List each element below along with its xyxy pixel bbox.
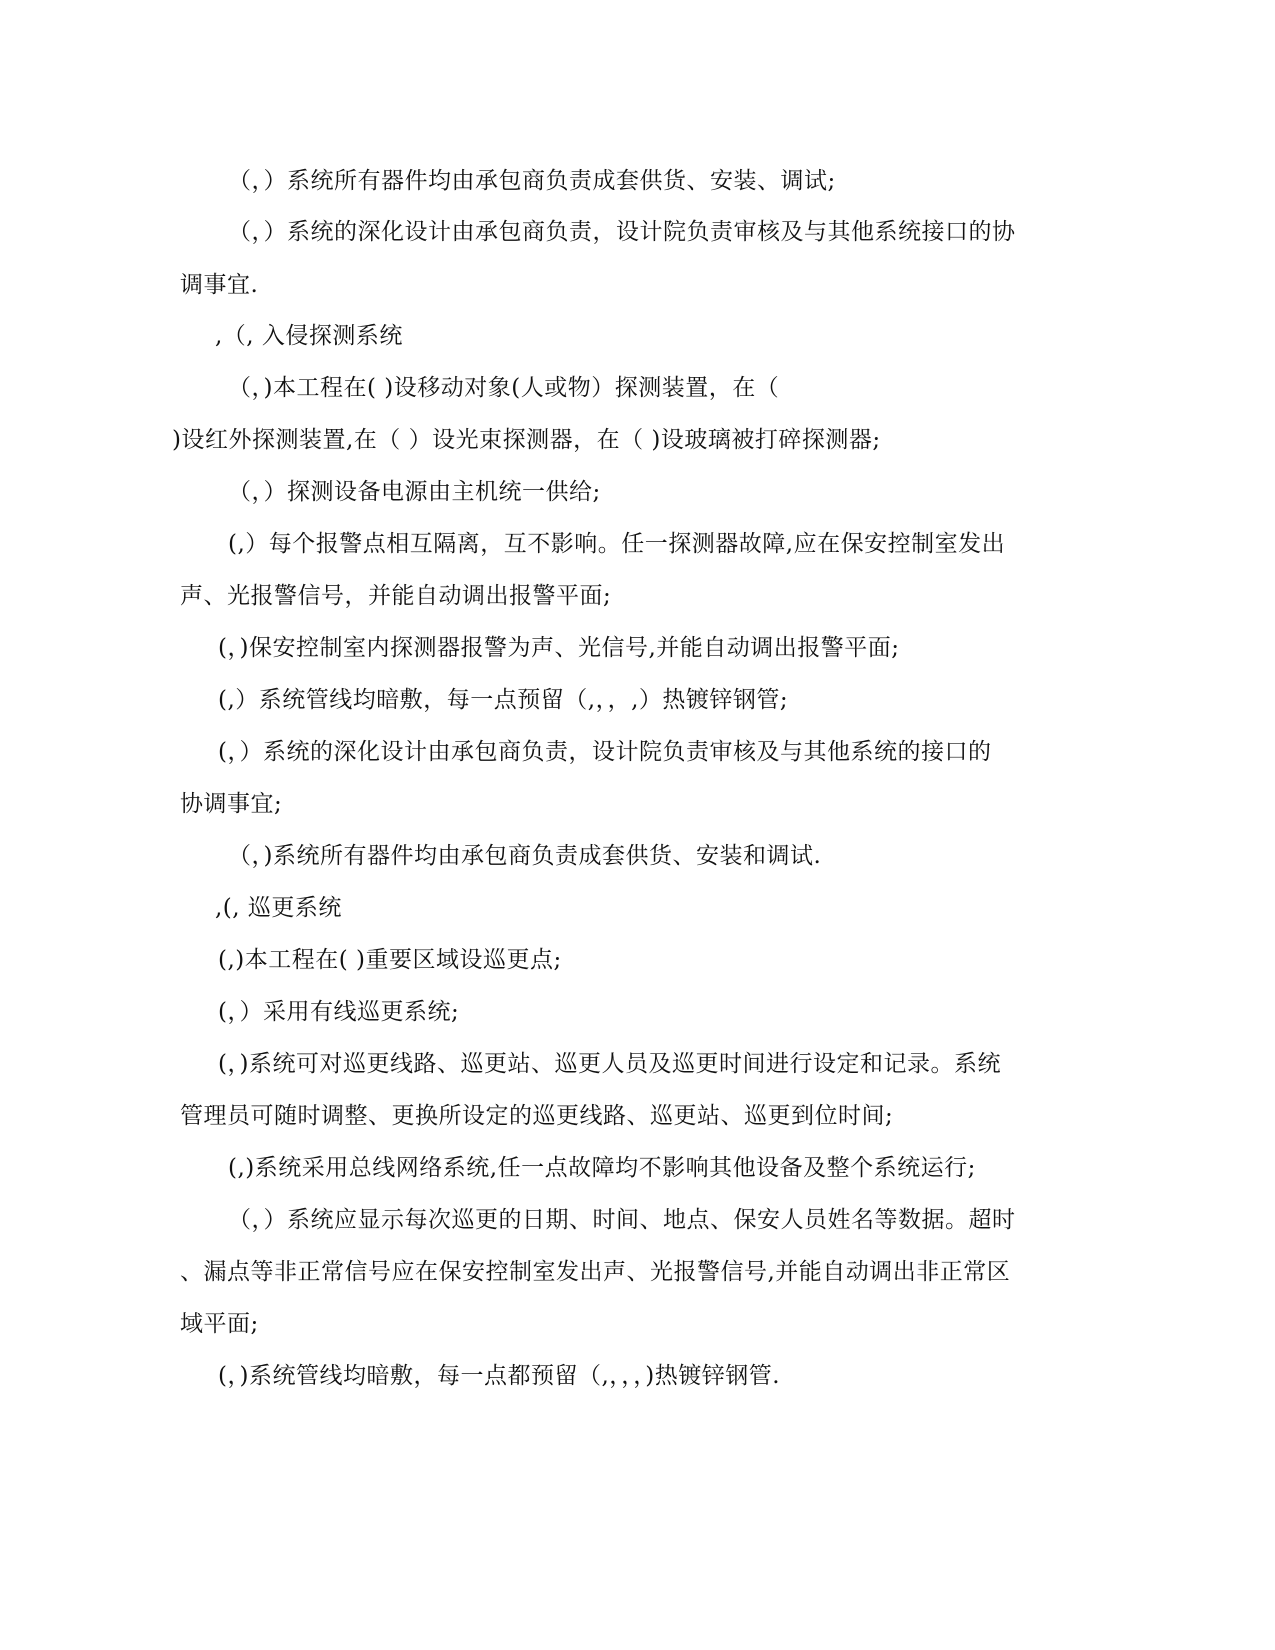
text-line: (，)系统可对巡更线路、巡更站、巡更人员及巡更时间进行设定和记录。系统 <box>218 1051 1001 1077</box>
text-line: （，）系统所有器件均由承包商负责成套供货、安装、调试; <box>228 168 836 194</box>
text-line: 域平面; <box>180 1311 259 1337</box>
text-line: (，)保安控制室内探测器报警为声、光信号,并能自动调出报警平面; <box>218 635 900 661</box>
text-line: (，)系统管线均暗敷，每一点都预留（,，，，)热镀锌钢管. <box>218 1363 781 1389</box>
text-line: 声、光报警信号，并能自动调出报警平面; <box>180 583 612 609</box>
text-line: 管理员可随时调整、更换所设定的巡更线路、巡更站、巡更到位时间; <box>180 1103 894 1129</box>
text-line: (,）每个报警点相互隔离，互不影响。任一探测器故障,应在保安控制室发出 <box>228 531 1006 557</box>
text-line: 协调事宜; <box>180 791 283 817</box>
text-line: (,)系统采用总线网络系统,任一点故障均不影响其他设备及整个系统运行; <box>228 1155 976 1181</box>
text-line: （，）探测设备电源由主机统一供给; <box>228 479 601 505</box>
text-line: 调事宜. <box>180 272 259 298</box>
text-line: (，）系统的深化设计由承包商负责，设计院负责审核及与其他系统的接口的 <box>218 739 992 765</box>
text-line: 、漏点等非正常信号应在保安控制室发出声、光报警信号,并能自动调出非正常区 <box>180 1259 1011 1285</box>
text-line: (，）采用有线巡更系统; <box>218 999 460 1025</box>
text-line: （，）系统的深化设计由承包商负责，设计院负责审核及与其他系统接口的协 <box>228 219 1016 245</box>
section-heading: ,（, 入侵探测系统 <box>215 323 403 349</box>
section-heading: ,(, 巡更系统 <box>215 895 342 921</box>
text-line: )设红外探测装置,在（ ）设光束探测器，在（ )设玻璃被打碎探测器; <box>172 427 881 453</box>
text-line: (,）系统管线均暗敷，每一点预留（,，，,）热镀锌钢管; <box>218 687 789 713</box>
text-line: （，)本工程在( )设移动对象(人或物）探测装置，在（ <box>228 375 780 401</box>
text-line: （，)系统所有器件均由承包商负责成套供货、安装和调试. <box>228 843 822 869</box>
text-line: (,)本工程在( )重要区域设巡更点; <box>218 947 562 973</box>
text-line: （，）系统应显示每次巡更的日期、时间、地点、保安人员姓名等数据。超时 <box>228 1207 1016 1233</box>
